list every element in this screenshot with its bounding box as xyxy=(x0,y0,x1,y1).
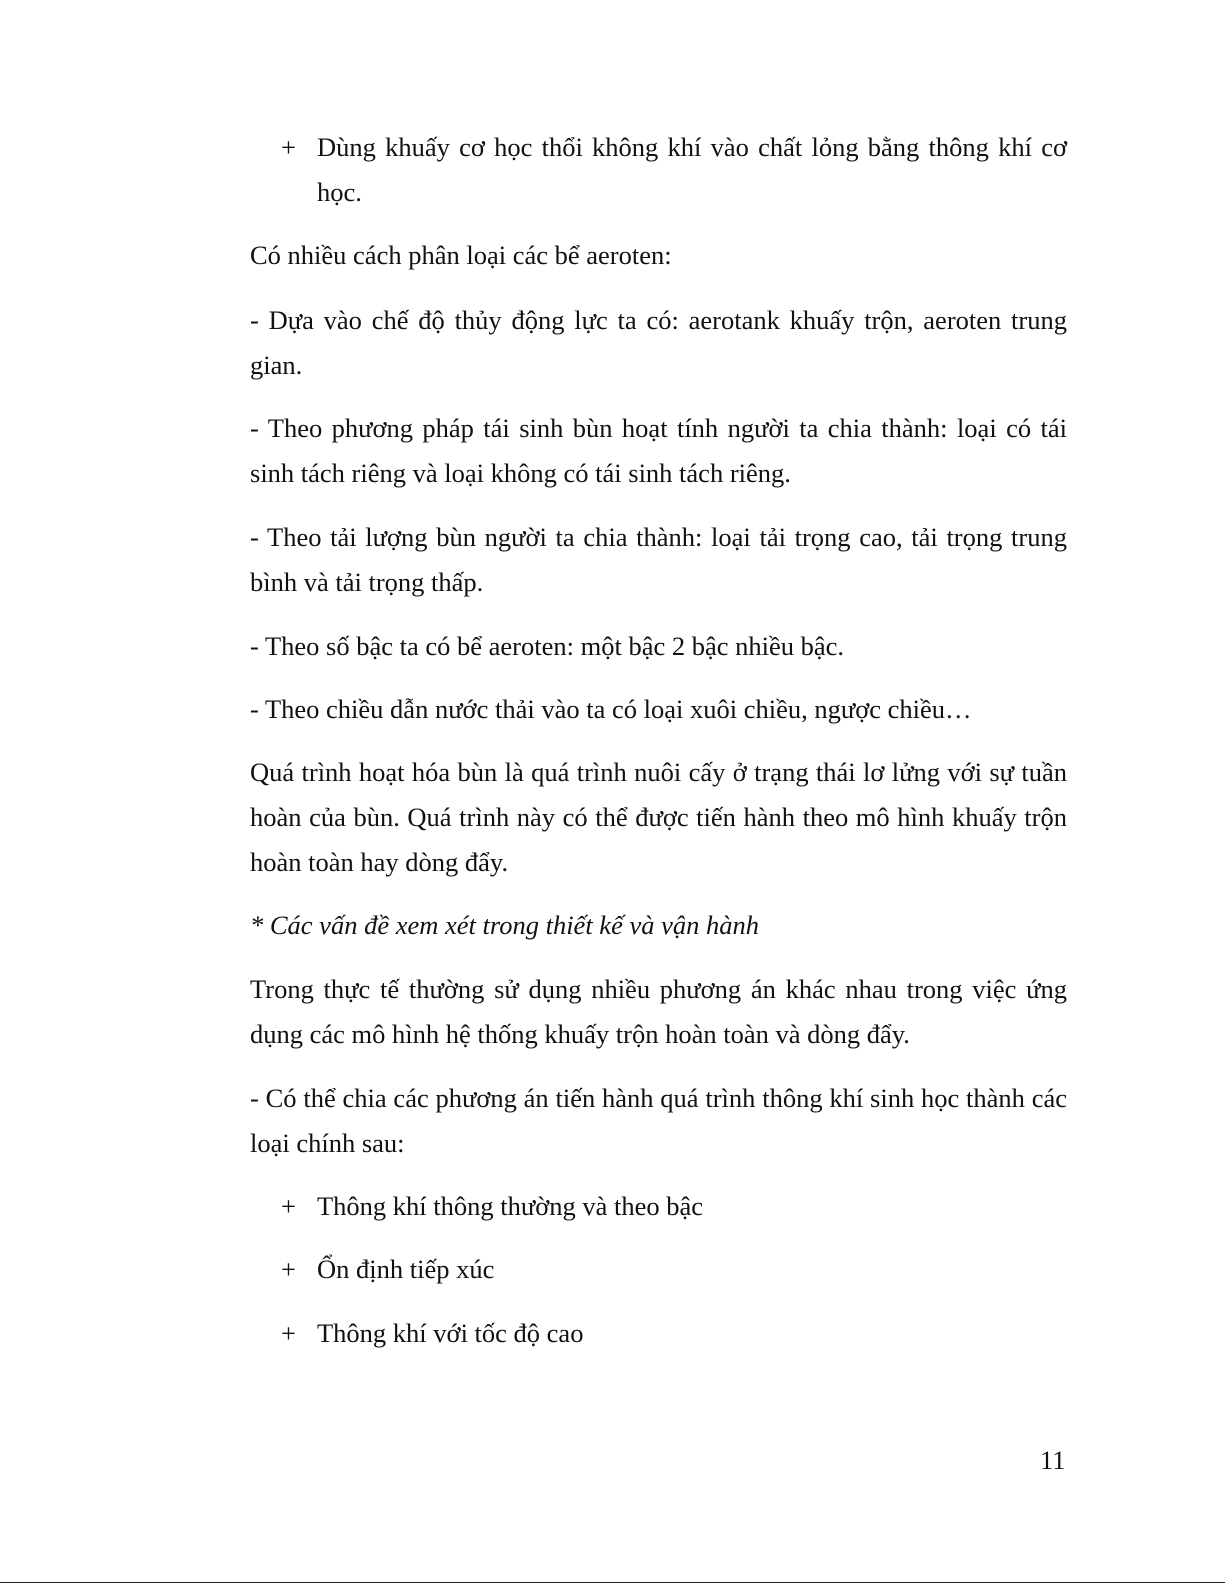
paragraph-activated-sludge: Quá trình hoạt hóa bùn là quá trình nuôi cấy ở trạng thái lơ lửng với sự tuần hoàn của bùn. Quá trình này có thể được tiến hành theo mô hình khuấy trộn hoàn toàn hay dòng đẩy. xyxy=(250,757,1067,877)
paragraph-aeration-options: - Có thể chia các phương án tiến hành quá trình thông khí sinh học thành các loại chính sau: xyxy=(250,1083,1067,1158)
bullet-item-high-rate xyxy=(250,1311,1067,1356)
bottom-divider xyxy=(0,1582,1225,1583)
bullet-text: Ổn định tiếp xúc xyxy=(317,1254,495,1284)
bullet-item-mechanical-aeration xyxy=(250,125,1067,215)
bullet-marker: + xyxy=(281,1318,296,1348)
paragraph-hydrodynamic: - Dựa vào chế độ thủy động lực ta có: aerotank khuấy trộn, aeroten trung gian. xyxy=(250,305,1067,380)
paragraph-flow-direction: - Theo chiều dẫn nước thải vào ta có loại xuôi chiều, ngược chiều… xyxy=(250,694,972,724)
bullet-item-contact-stabilization xyxy=(250,1247,1067,1292)
page-number: 11 xyxy=(1040,1445,1066,1475)
paragraph-stages: - Theo số bậc ta có bể aeroten: một bậc 2 bậc nhiều bậc. xyxy=(250,631,845,661)
paragraph-sludge-load: - Theo tải lượng bùn người ta chia thành: loại tải trọng cao, tải trọng trung bình và tải trọng thấp. xyxy=(250,522,1067,597)
bullet-marker: + xyxy=(281,132,296,162)
paragraph-classification-intro: Có nhiều cách phân loại các bể aeroten: xyxy=(250,240,672,270)
bullet-item-conventional xyxy=(250,1184,1067,1229)
bullet-marker: + xyxy=(281,1191,296,1221)
bullet-text: Thông khí thông thường và theo bậc xyxy=(317,1191,704,1221)
bullet-text: Thông khí với tốc độ cao xyxy=(317,1318,584,1348)
bullet-marker: + xyxy=(281,1254,296,1284)
paragraph-practice: Trong thực tế thường sử dụng nhiều phương án khác nhau trong việc ứng dụng các mô hình hệ thống khuấy trộn hoàn toàn và dòng đẩy. xyxy=(250,974,1067,1049)
section-heading-design-operation: * Các vấn đề xem xét trong thiết kế và vận hành xyxy=(250,910,759,940)
paragraph-regeneration: - Theo phương pháp tái sinh bùn hoạt tính người ta chia thành: loại có tái sinh tách riêng và loại không có tái sinh tách riêng. xyxy=(250,413,1067,488)
bullet-text: Dùng khuấy cơ học thổi không khí vào chất lỏng bằng thông khí cơ học. xyxy=(317,132,1067,207)
